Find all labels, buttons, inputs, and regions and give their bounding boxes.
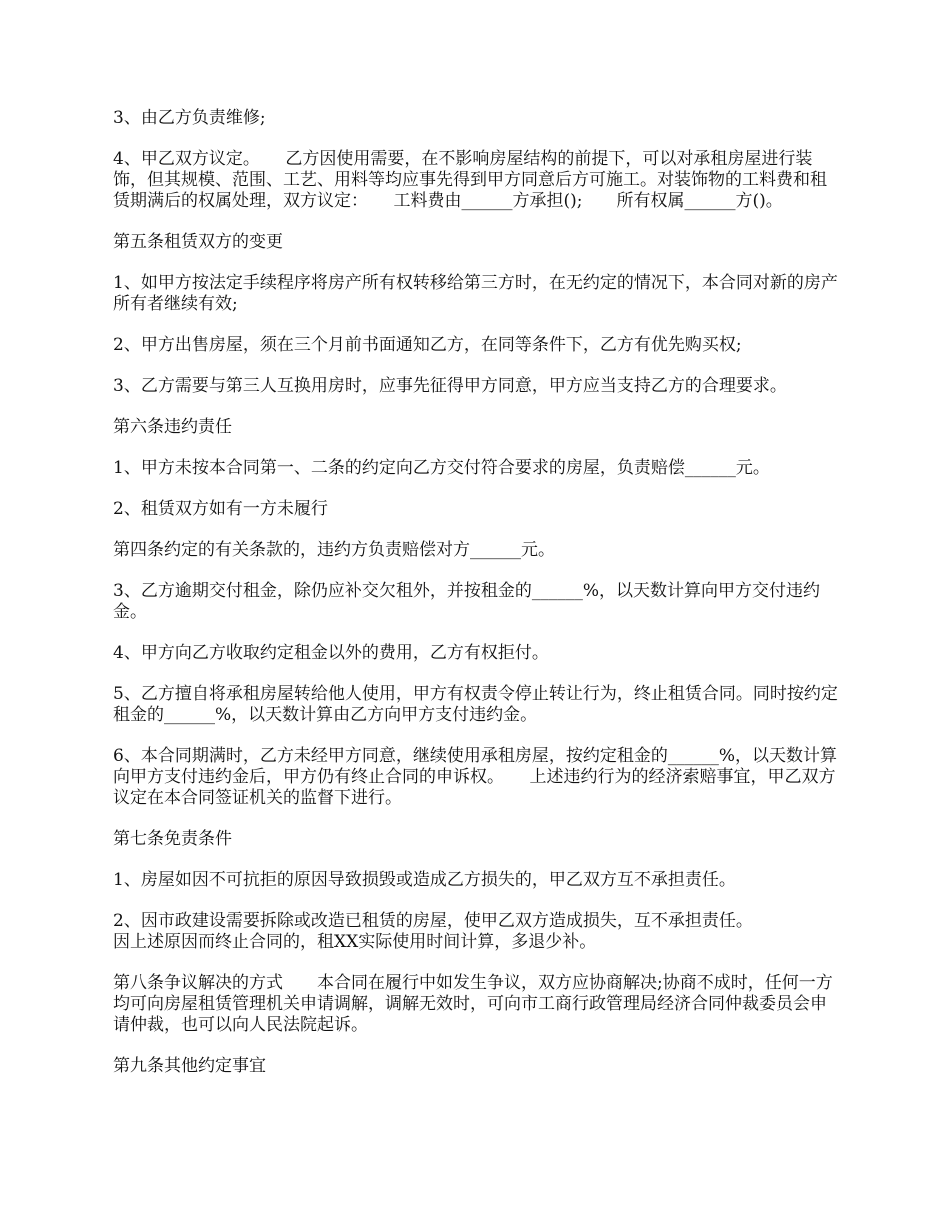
- section-6-item-3: 3、乙方逾期交付租金，除仍应补交欠租外，并按租金的______%，以天数计算向甲方交付违约金。: [113, 581, 820, 622]
- section-5-heading: 第五条租赁双方的变更: [113, 232, 283, 252]
- section-6-item-2-cont: 第四条约定的有关条款的，违约方负责赔偿对方______元。: [113, 540, 555, 560]
- section-5-item-3: 3、乙方需要与第三人互换用房时，应事先征得甲方同意，甲方应当支持乙方的合理要求。: [113, 376, 787, 396]
- section-7-item-1: 1、房屋如因不可抗拒的原因导致损毁或造成乙方损失的，甲乙双方互不承担责任。: [113, 870, 736, 890]
- section-6-item-4: 4、甲方向乙方收取约定租金以外的费用，乙方有权拒付。: [113, 643, 549, 663]
- document-page: [113, 108, 841, 1097]
- section-9-heading: 第九条其他约定事宜: [113, 1056, 266, 1076]
- section-6-item-6: 6、本合同期满时，乙方未经甲方同意，继续使用承租房屋，按约定租金的______%，以天数计算向甲方支付违约金后，甲方仍有终止合同的申诉权。 上述违约行为的经济索赔事宜，甲乙双方议定在本合同签证机关的监督下进行。: [113, 746, 837, 808]
- section-6-heading: 第六条违约责任: [113, 417, 232, 437]
- section-6-item-1: 1、甲方未按本合同第一、二条的约定向乙方交付符合要求的房屋，负责赔偿______元。: [113, 458, 770, 478]
- section-5-item-2: 2、甲方出售房屋，须在三个月前书面通知乙方，在同等条件下，乙方有优先购买权;: [113, 335, 742, 355]
- section-5-item-1: 1、如甲方按法定手续程序将房产所有权转移给第三方时，在无约定的情况下，本合同对新的房产所有者继续有效;: [113, 273, 838, 314]
- section-6-item-2: 2、租赁双方如有一方未履行: [113, 499, 328, 519]
- section-8-dispute: 第八条争议解决的方式 本合同在履行中如发生争议，双方应协商解决;协商不成时，任何一方均可向房屋租赁管理机关申请调解，调解无效时，可向市工商行政管理局经济合同仲裁委员会申请仲裁，也可以向人民法院起诉。: [113, 973, 833, 1035]
- clause-4-decoration: 4、甲乙双方议定。 乙方因使用需要，在不影响房屋结构的前提下，可以对承租房屋进行装饰，但其规模、范围、工艺、用料等均应事先得到甲方同意后方可施工。对装饰物的工料费和租赁期满后的权属处理，双方议定： 工料费由______方承担(); 所有权属______方()。: [113, 149, 827, 211]
- section-7-heading: 第七条免责条件: [113, 829, 232, 849]
- section-6-item-5: 5、乙方擅自将承租房屋转给他人使用，甲方有权责令停止转让行为，终止租赁合同。同时按约定租金的______%，以天数计算由乙方向甲方支付违约金。: [113, 684, 838, 725]
- section-7-item-2: 2、因市政建设需要拆除或改造已租赁的房屋，使甲乙双方造成损失，互不承担责任。 因上述原因而终止合同的，租XX实际使用时间计算，多退少补。: [113, 911, 753, 952]
- clause-3-repair: 3、由乙方负责维修;: [113, 108, 266, 128]
